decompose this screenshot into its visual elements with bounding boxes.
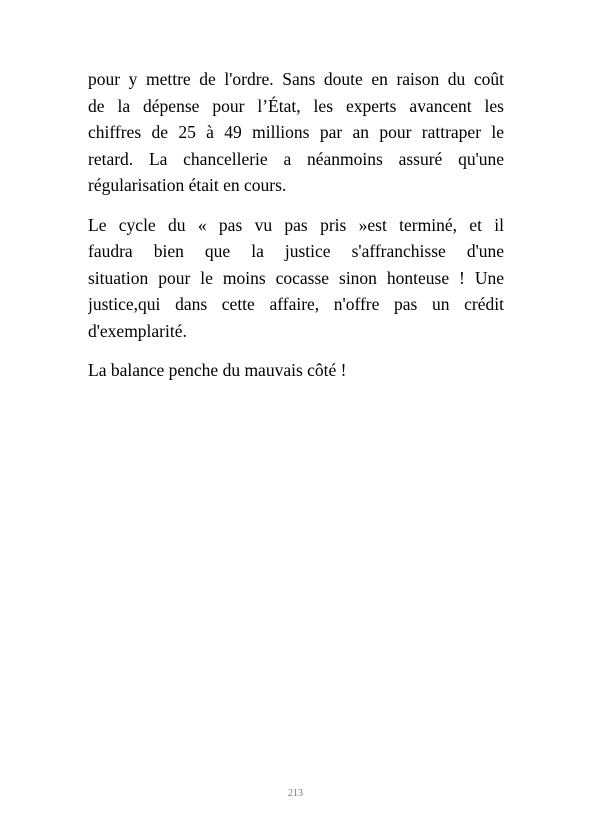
page-number: 213 [288,788,303,799]
text-line: régularisation était en cours. [88,175,287,195]
text-line: retard. La chancellerie a néanmoins assuré qu'une [88,148,504,169]
text-line: situation pour le moins cocasse sinon honteuse ! Une [88,267,504,288]
text-line: Le cycle du « pas vu pas pris »est terminé, et il [88,214,504,235]
text-line: faudra bien que la justice s'affranchisse d'une [88,241,504,261]
paragraph [88,66,504,199]
paragraph [88,212,504,345]
paragraph [88,357,504,384]
text-line: pour y mettre de l'ordre. Sans doute en raison du coût [88,69,504,89]
text-line: justice,qui dans cette affaire, n'offre pas un crédit [88,294,504,314]
body-text [88,66,504,397]
text-line: d'exemplarité. [88,320,187,341]
text-line: de la dépense pour l’État, les experts avancent les [88,95,504,116]
text-line: chiffres de 25 à 49 millions par an pour rattraper le [88,122,504,142]
text-line: La balance penche du mauvais côté ! [88,360,347,380]
